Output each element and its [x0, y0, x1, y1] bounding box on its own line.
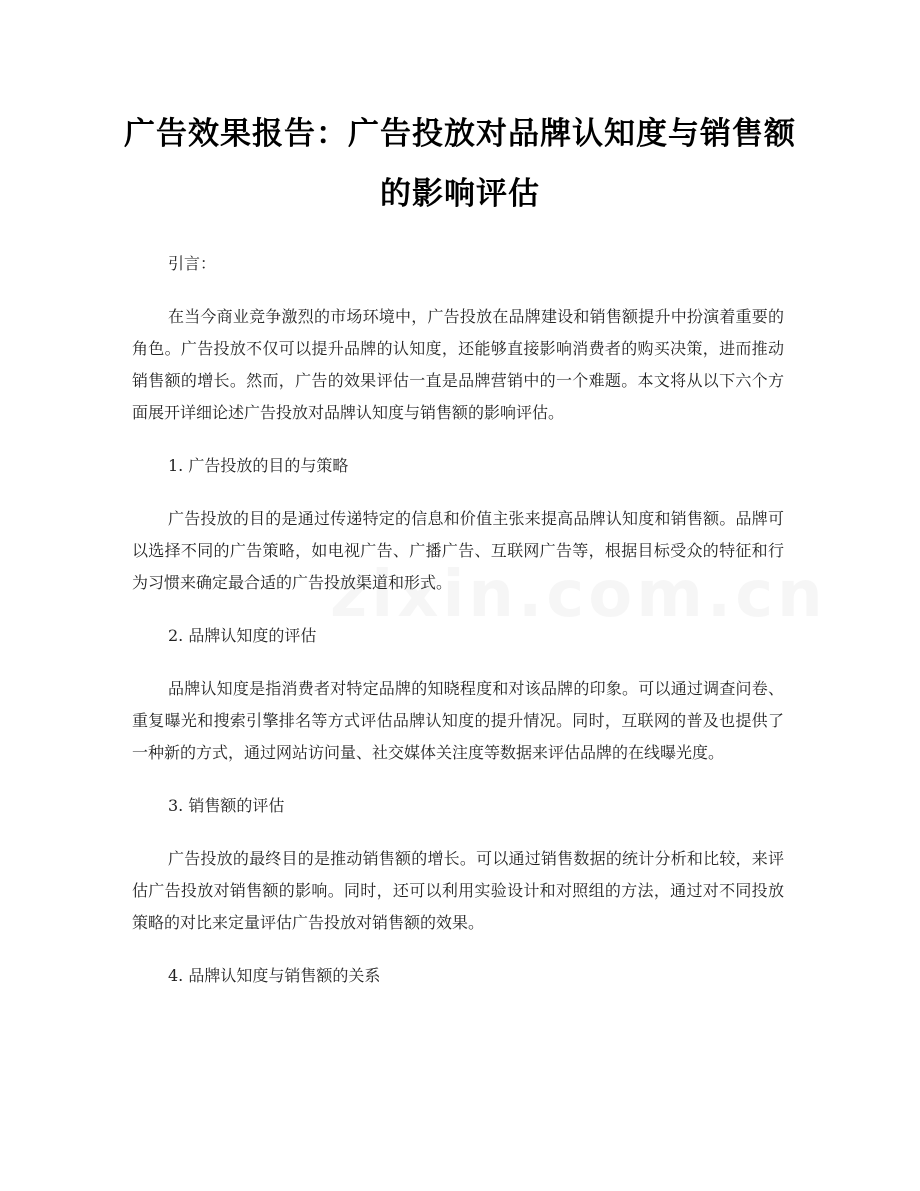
section-heading-4: 4. 品牌认知度与销售额的关系 [168, 966, 381, 985]
section-heading-3: 3. 销售额的评估 [168, 796, 285, 815]
paragraph-3: 广告投放的最终目的是推动销售额的增长。可以通过销售数据的统计分析和比较，来评估广告投放对销售额的影响。同时，还可以利用实验设计和对照组的方法，通过对不同投放策略的对比来定量评估广告投放对销售额的效果。 [132, 849, 784, 932]
paragraph-1: 广告投放的目的是通过传递特定的信息和价值主张来提高品牌认知度和销售额。品牌可以选择不同的广告策略，如电视广告、广播广告、互联网广告等，根据目标受众的特征和行为习惯来确定最合适的广告投放渠道和形式。 [132, 509, 784, 592]
paragraph-2: 品牌认知度是指消费者对特定品牌的知晓程度和对该品牌的印象。可以通过调查问卷、重复曝光和搜索引擎排名等方式评估品牌认知度的提升情况。同时，互联网的普及也提供了一种新的方式，通过网站访问量、社交媒体关注度等数据来评估品牌的在线曝光度。 [132, 679, 784, 762]
section-heading-2: 2. 品牌认知度的评估 [168, 626, 317, 645]
section-heading-intro: 引言： [168, 254, 217, 273]
paragraph-intro: 在当今商业竞争激烈的市场环境中，广告投放在品牌建设和销售额提升中扮演着重要的角色。广告投放不仅可以提升品牌的认知度，还能够直接影响消费者的购买决策，进而推动销售额的增长。然而，广告的效果评估一直是品牌营销中的一个难题。本文将从以下六个方面展开详细论述广告投放对品牌认知度与销售额的影响评估。 [132, 307, 784, 422]
document-title: 广告效果报告：广告投放对品牌认知度与销售额的影响评估 [124, 116, 796, 212]
section-heading-1: 1. 广告投放的目的与策略 [168, 456, 349, 475]
document-body [132, 248, 784, 1013]
